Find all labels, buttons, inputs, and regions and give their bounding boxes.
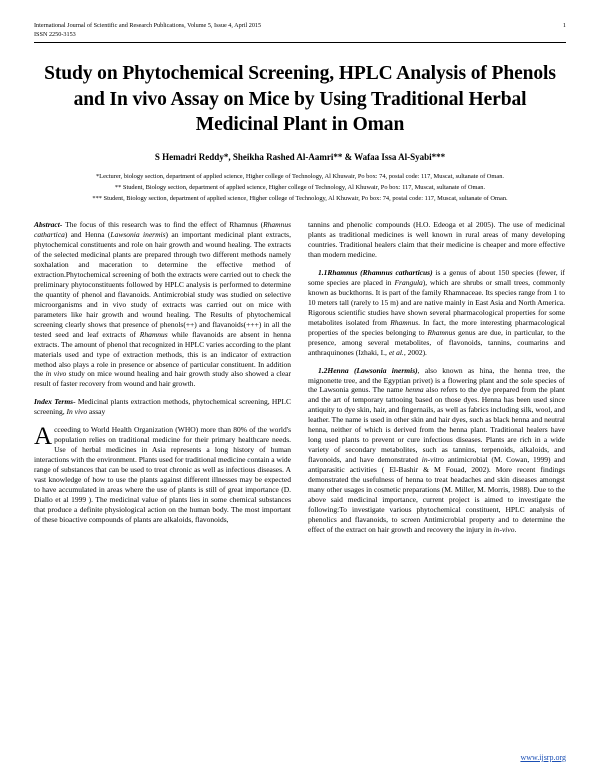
drop-cap: A xyxy=(34,423,53,451)
abstract-paragraph xyxy=(34,220,291,389)
abstract-tail: while flavanoids are absent in henna extracts. The amount of phenol that recognized in HPLC varies according to the plant materials used and type of extraction methods, this is an indicator of extraction method also plays a role in presence or absence of particular constituent. In addition the xyxy=(34,329,291,379)
journal-issn: ISSN 2250-3153 xyxy=(34,30,76,38)
abstract-tail-2: study on mice wound healing and hair growth study also showed a clear result of faster recovery from wound and hair growth. xyxy=(34,369,292,389)
author-list: S Hemadri Reddy*, Sheikha Rashed Al-Aamri** & Wafaa Issa Al-Syabi*** xyxy=(154,152,446,163)
header-divider xyxy=(34,42,566,43)
s12-body-2: also refers to the dye prepared from the plant and the art of temporary tattooing based on those dyes. Henna has been used since antiquity to dye skin, hair, and fingernails, as well as fabrics including silk, wool, and leather. The name is used in other skin and hair dyes, such as black henna and neutral henna, neither of which is derived from the henna plant. Traditional healers have long used plants to prevent or cure infectious diseases. Plants are rich in a wide variety of secondary metabolites, such as tannins, terpenoids, alkaloids, and flavonoids, and have demonstrated xyxy=(308,385,565,465)
s11-body-2: ), which are shrubs or small trees, commonly known as buckthorns. It is part of the family Rhamnaceae. Its species range from 1 to 10 meters tall (rarely to 15 m) and are native mainly in East Asia and North America. Rigorous scientific studies have shown several pharmacological properties for some metabolites isolated from xyxy=(308,277,565,327)
section-1-2-number: 1.2 xyxy=(318,365,328,375)
abstract-label: Abstract- xyxy=(34,219,63,229)
s11-italic-3: Rhamnus xyxy=(427,327,456,337)
left-column xyxy=(34,220,291,543)
journal-url-link[interactable]: www.ijsrp.org xyxy=(520,753,566,762)
s11-body-4: genus are due, in particular, to the presence, among several metabolites, of flavonoids, tannins, coumarins and anthraquinones (Izhaki, I., xyxy=(308,327,565,357)
right-column xyxy=(308,220,565,543)
s11-body-5: , 2002). xyxy=(403,347,427,357)
abstract-mid: ) and Henna ( xyxy=(64,229,111,239)
journal-info xyxy=(34,22,261,40)
section-1-1-number: 1.1 xyxy=(318,267,328,277)
body-columns xyxy=(34,220,566,543)
s12-italic-1: henna xyxy=(405,385,424,395)
s12-body-1: , also known as hina, the henna tree, the mignonette tree, and the Egyptian privet) is a flowering plant and the sole species of the Lawsonia genus. The name xyxy=(308,365,565,395)
s11-italic-4: et al. xyxy=(388,347,404,357)
affiliation-2: ** Student, Biology section, department of applied science, Higher college of Technology, Al Khuwair, Po box: 117, Muscat, sultanate of Oman. xyxy=(114,184,486,192)
s12-body-4: . xyxy=(514,525,517,535)
page-title: Study on Phytochemical Screening, HPLC Analysis of Phenols and In vivo Assay on Mice by Using Traditional Herbal Medicinal Plant in Oman xyxy=(44,62,556,136)
introduction-body: cceeding to World Health Organization (WHO) more than 80% of the world's population relies on traditional medicine for their primary healthcare needs. Use of herbal medicines in Asia represents a long history of human interactions with the environment. Plants used for traditional medicine contain a wide range of substances that can be used to treat chronic as well as infectious diseases. A vast knowledge of how to use the plants against different illnesses may be expected to have accumulated in areas where the use of plants is still of great importance (D. Diallo et al 1999 ). The medicinal value of plants lies in some chemical substances that produce a definite physiological action on the human body. The most important of these bioactive compounds of plants are alkaloids, flavonoids, xyxy=(34,425,292,525)
section-1-1-title: Rhamnus (Rhamnus catharticus) xyxy=(327,267,433,277)
s11-italic-1: Frangula xyxy=(394,277,423,287)
abstract-species-1: Rhamnus cathartica xyxy=(34,219,291,239)
s11-italic-2: Rhamnus xyxy=(390,317,419,327)
journal-line-1: International Journal of Scientific and Research Publications, Volume 5, Issue 4, April 2015 xyxy=(34,22,262,29)
s11-body-3: . In fact, the more interesting pharmacological properties of the species belonging to xyxy=(308,317,565,337)
s12-body-3: antimicrobial (M. Cowan, 1999) and antiparasitic activities ( El-Bashir & M Fouad, 2002). More recent findings demonstrated the usefulness of henna to treat headaches and skin diseases amongst many other usages in cosmetic preparations (M. Miller, M. Morris, 1988). Due to the above said medicinal importance, current project is aimed to investigate the following:To investigate various phytochemical constituent, HPLC analysis of phenolics and flavanoids, to screen Antimicrobial property and to determine the effect of the extract on hair growth and recovery the injury in xyxy=(308,455,565,535)
s11-body-1: is a genus of about 150 species (fewer, if some species are placed in xyxy=(308,267,566,287)
s12-italic-3: in-vivo xyxy=(493,525,515,535)
index-terms-body: Medicinal plants extraction methods, phytochemical screening, HPLC screening, xyxy=(34,397,292,417)
abstract-tail-italic: in vivo xyxy=(45,369,67,379)
index-terms-italic: In vivo xyxy=(66,407,88,417)
page-number: 1 xyxy=(562,22,566,29)
index-terms-paragraph xyxy=(34,397,291,417)
index-terms-label: Index Terms- xyxy=(34,397,76,407)
affiliation-3: *** Student, Biology section, department of applied science, Higher college of Technology, Al Khuwair, Po box: 74, postal code: 117, Muscat, sultanate of Oman. xyxy=(92,195,508,203)
introduction-paragraph xyxy=(34,425,291,525)
abstract-species-3: Rhamnus xyxy=(139,329,168,339)
s12-italic-2: in-vitro xyxy=(421,455,444,465)
section-1-2-title: Henna (Lawsonia inermis) xyxy=(327,365,418,375)
abstract-rest: ) an important medicinal plant extracts, phytochemical constituents and role on hair growth and wound healing. The extracts of the selected medicinal plants are prepared through two different methods namely soxhalation and maceration to determine the effective method of extraction.Phytochemical screening of both the extracts were carried out to check the preliminary phytoconstituents followed by HPLC analysis is performed to determine the quantity of phenol and flavanoids. Antimicrobial study was studied on selective microorganisms and in vivo study of extracts was carried out on mice with parameters like hair growth and wound healing. The Results of phytochemical screening clearly shows that presence of phenols(++) and flavanoids(+++) in all the tested seed and leaf extracts of xyxy=(34,229,291,339)
section-1-1-paragraph xyxy=(308,268,565,358)
abstract-species-2: Lawsonia inermis xyxy=(110,229,166,239)
right-paragraph-1: tannins and phenolic compounds (H.O. Edeoga et al 2005). The use of medicinal plants as traditional medicines is well known in rural areas of many developing countries. Traditional healers claim that their medicine is cheaper and more effective than modern medicine. xyxy=(308,219,565,259)
abstract-body: The focus of this research was to find the effect of Rhamnus ( xyxy=(62,219,264,229)
page-header xyxy=(34,22,566,40)
index-terms-tail: assay xyxy=(87,407,106,417)
section-1-2-paragraph xyxy=(308,366,565,535)
affiliation-1: *Lecturer, biology section, department of applied science, Higher college of Technology, Al Khuwair, Po box: 74, postal code: 117, Muscat, sultanate of Oman. xyxy=(95,173,505,181)
